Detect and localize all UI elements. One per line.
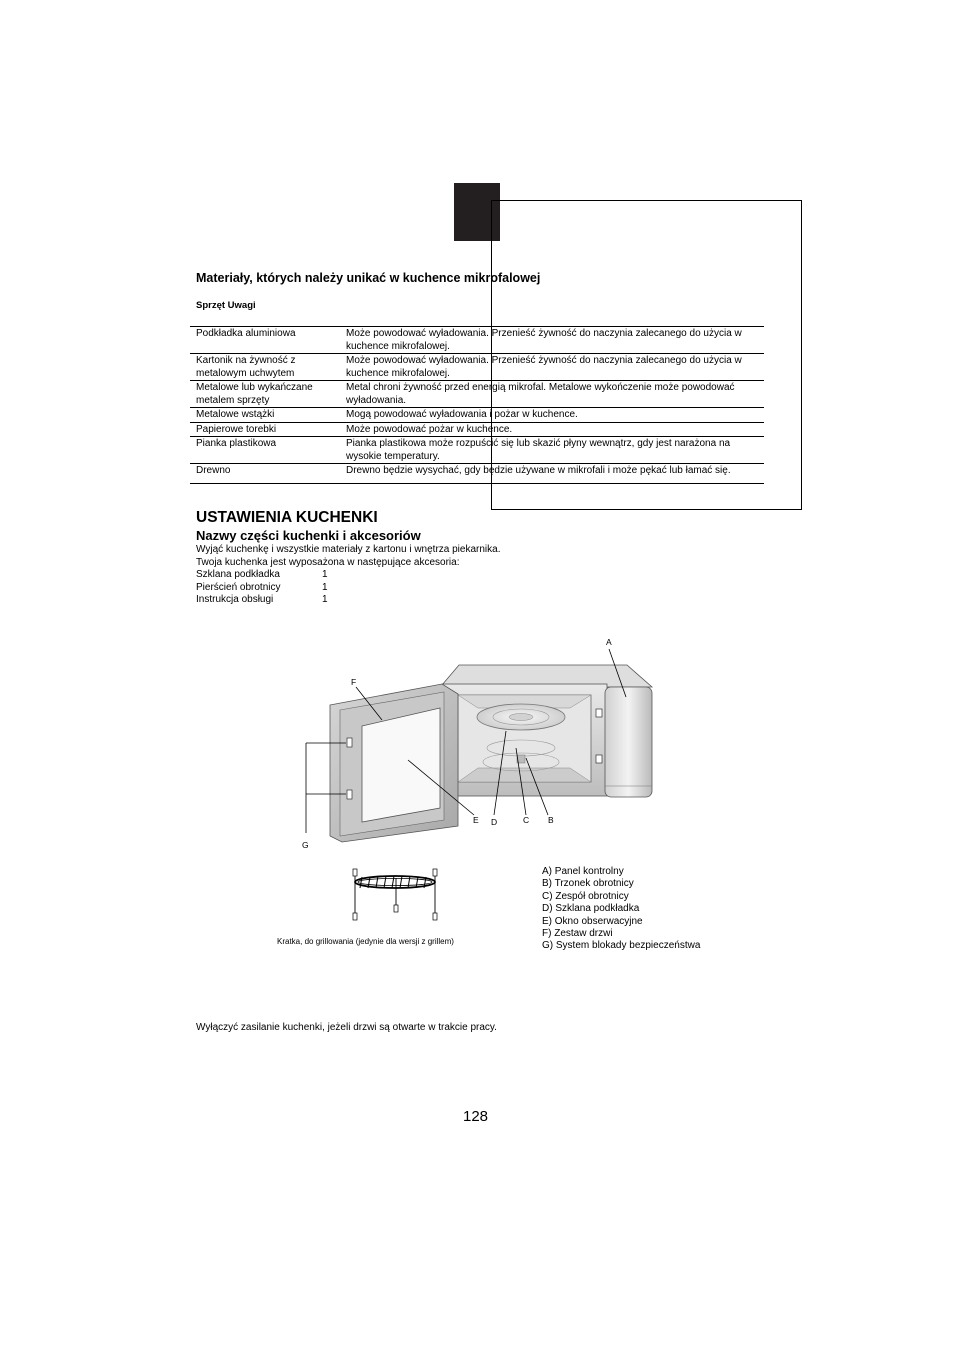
accessory-name: Pierścień obrotnicy bbox=[196, 582, 281, 593]
material-item: Papierowe torebki bbox=[196, 423, 277, 435]
intro-line: Wyjąć kuchenkę i wszystkie materiały z kartonu i wnętrza piekarnika. bbox=[196, 544, 501, 555]
legend-item: G) System blokady bezpieczeństwa bbox=[542, 940, 701, 952]
material-note: Pianka plastikowa może rozpuścić się lub skazić płyny wewnątrz, gdy jest narażona na wysokie temperatury. bbox=[346, 438, 731, 462]
material-note: Mogą powodować wyładowania i pożar w kuchence. bbox=[346, 409, 578, 420]
material-item: Metalowe wstążki bbox=[196, 409, 275, 420]
legend-item: E) Okno obserwacyjne bbox=[542, 915, 643, 927]
section-title: Materiały, których należy unikać w kuchence mikrofalowej bbox=[196, 271, 541, 285]
sub-heading: Nazwy części kuchenki i akcesoriów bbox=[196, 528, 421, 543]
accessory-qty: 1 bbox=[322, 582, 328, 593]
accessory-name: Szklana podkładka bbox=[196, 569, 280, 580]
page-number: 128 bbox=[463, 1108, 489, 1125]
accessory-qty: 1 bbox=[322, 594, 328, 605]
material-note: Drewno będzie wysychać, gdy będzie używane w mikrofali i może pękać lub łamać się. bbox=[346, 465, 731, 476]
callout-a: A bbox=[606, 637, 612, 647]
callout-c: C bbox=[523, 815, 530, 825]
material-note: Może powodować wyładowania. Przenieść żywność do naczynia zalecanego do użycia w kuchence mikrofalowej. bbox=[346, 328, 742, 352]
legend-item: D) Szklana podkładka bbox=[542, 903, 640, 915]
material-item: Drewno bbox=[196, 465, 231, 476]
callout-b: B bbox=[548, 815, 554, 825]
footer-note: Wyłączyć zasilanie kuchenki, jeżeli drzwi są otwarte w trakcie pracy. bbox=[196, 1022, 497, 1033]
legend-item: B) Trzonek obrotnicy bbox=[542, 878, 634, 890]
legend-item: F) Zestaw drzwi bbox=[542, 928, 613, 940]
material-item: Podkładka aluminiowa bbox=[196, 328, 296, 339]
material-note: Może powodować pożar w kuchence. bbox=[346, 423, 513, 435]
accessory-name: Instrukcja obsługi bbox=[196, 594, 274, 605]
callout-e: E bbox=[473, 815, 479, 825]
main-heading: USTAWIENIA KUCHENKI bbox=[196, 509, 378, 526]
table-caption: Sprzęt Uwagi bbox=[196, 300, 256, 311]
callout-d: D bbox=[491, 817, 498, 827]
callout-f: F bbox=[351, 677, 357, 687]
material-note: Metal chroni żywność przed energią mikrofal. Metalowe wykończenie może powodować wyładowania. bbox=[346, 382, 735, 406]
legend-item: A) Panel kontrolny bbox=[542, 866, 624, 877]
material-item: Metalowe lub wykańczane metalem sprzęty bbox=[196, 382, 313, 406]
parts-legend bbox=[542, 866, 700, 953]
callout-g: G bbox=[302, 840, 309, 850]
material-item: Pianka plastikowa bbox=[196, 438, 277, 449]
legend-item: C) Zespół obrotnicy bbox=[542, 890, 629, 902]
grill-caption: Kratka, do grillowania (jedynie dla wersji z grillem) bbox=[277, 937, 454, 946]
material-item: Kartonik na żywność z metalowym uchwytem bbox=[196, 355, 296, 379]
material-note: Może powodować wyładowania. Przenieść żywność do naczynia zalecanego do użycia w kuchence mikrofalowej. bbox=[346, 355, 742, 379]
intro-line: Twoja kuchenka jest wyposażona w następujące akcesoria: bbox=[196, 557, 460, 568]
accessory-qty: 1 bbox=[322, 569, 328, 580]
